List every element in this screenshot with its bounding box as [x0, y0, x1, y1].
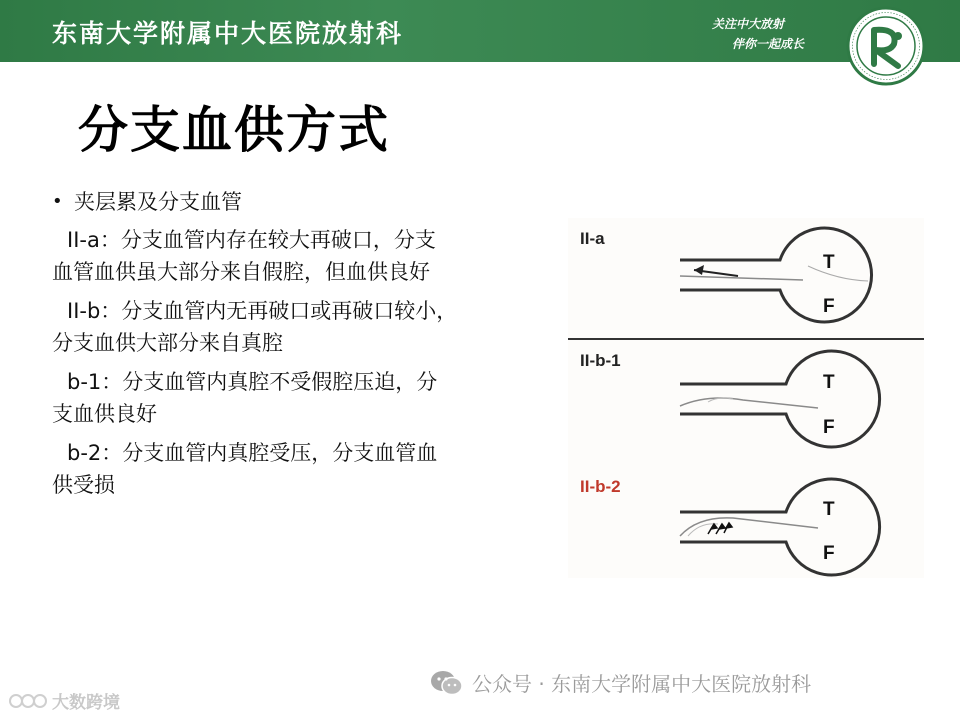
hospital-logo-icon — [846, 6, 926, 86]
header-bar — [0, 0, 960, 62]
slogan-line-2: 伴你一起成长 — [732, 37, 805, 51]
corner-watermark-text: 大数跨境 — [52, 693, 120, 713]
panel-label: II-b-2 — [580, 477, 621, 496]
false-lumen-label: F — [823, 543, 835, 564]
paragraph-iib — [52, 295, 552, 359]
paragraph-iia — [52, 224, 552, 288]
branch-perfusion-diagram — [568, 218, 924, 578]
header-slogan — [712, 14, 804, 54]
paragraph-line: 供受损 — [52, 473, 115, 497]
panel-label: II-b-1 — [580, 351, 621, 370]
paragraph-b2 — [52, 437, 552, 501]
panel-label: II-a — [580, 229, 605, 248]
paragraph-line: II-a：分支血管内存在较大再破口，分支 — [67, 228, 436, 252]
corner-logo-icon — [8, 690, 48, 712]
footer-watermark-text: 公众号 · 东南大学附属中大医院放射科 — [472, 672, 812, 696]
corner-watermark — [8, 688, 120, 713]
slide-content — [52, 186, 552, 508]
false-lumen-label: F — [823, 417, 835, 438]
paragraph-line: II-b：分支血管内无再破口或再破口较小， — [67, 299, 458, 323]
true-lumen-label: T — [823, 499, 835, 520]
paragraph-line: 分支血供大部分来自真腔 — [52, 331, 283, 355]
paragraph-line: 支血供良好 — [52, 402, 157, 426]
paragraph-line: 血管血供虽大部分来自假腔，但血供良好 — [52, 260, 430, 284]
bullet-dot-icon: • — [52, 191, 63, 212]
false-lumen-label: F — [823, 296, 835, 317]
true-lumen-label: T — [823, 252, 835, 273]
slogan-line-1: 关注中大放射 — [712, 17, 785, 31]
paragraph-b1 — [52, 366, 552, 430]
slide-title: 分支血供方式 — [78, 101, 390, 159]
header-title: 东南大学附属中大医院放射科 — [52, 19, 404, 48]
true-lumen-label: T — [823, 372, 835, 393]
paragraph-line: b-1：分支血管内真腔不受假腔压迫，分 — [67, 370, 438, 394]
paragraph-line: b-2：分支血管内真腔受压，分支血管血 — [67, 441, 438, 465]
wechat-watermark — [430, 668, 811, 697]
wechat-icon — [430, 670, 464, 696]
bullet-item — [52, 186, 552, 218]
bullet-text: 夹层累及分支血管 — [74, 190, 242, 214]
